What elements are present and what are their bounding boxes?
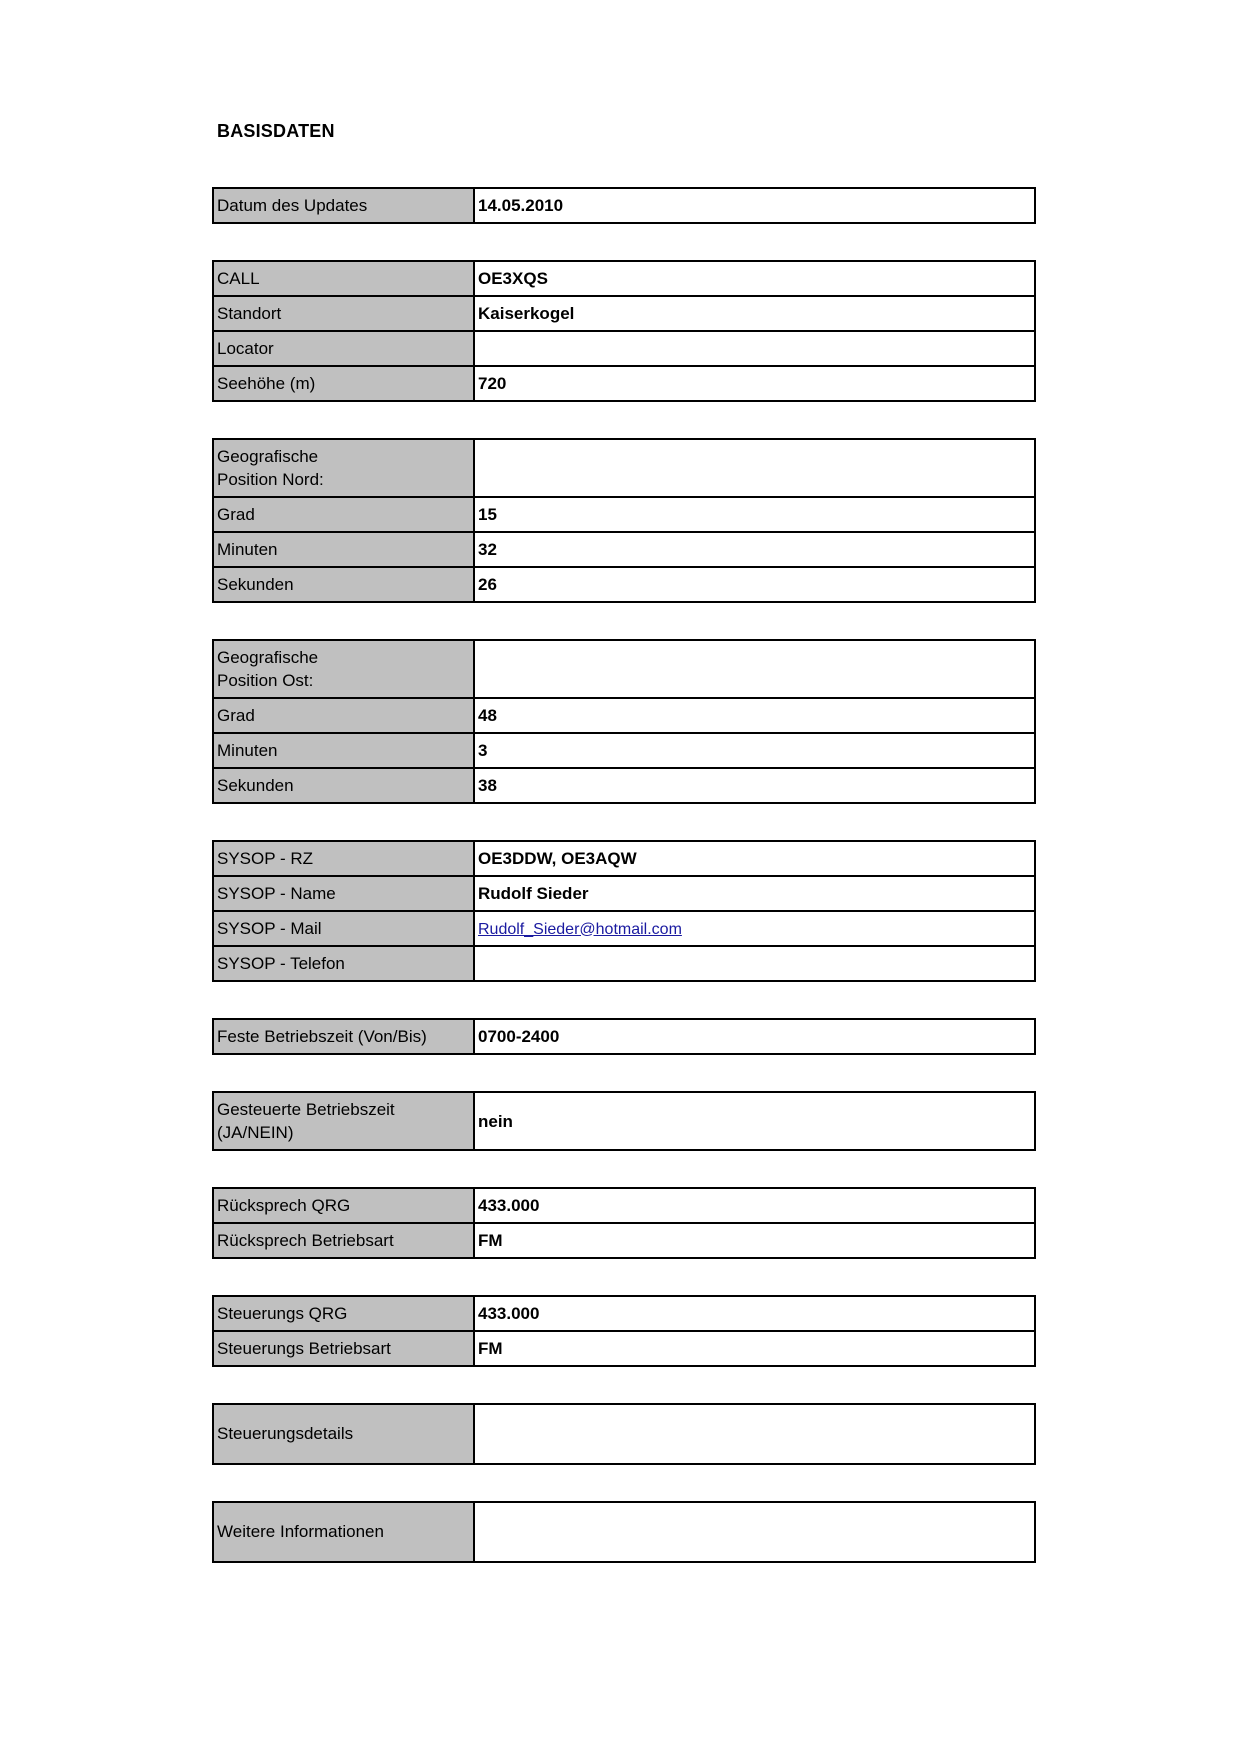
row-value: 433.000 bbox=[474, 1188, 1035, 1223]
row-label: Grad bbox=[213, 698, 474, 733]
row-label: Weitere Informationen bbox=[213, 1502, 474, 1562]
row-value: 3 bbox=[474, 733, 1035, 768]
row-value bbox=[474, 911, 1035, 946]
table-row bbox=[213, 331, 1035, 366]
table-row bbox=[213, 698, 1035, 733]
row-value bbox=[474, 1404, 1035, 1464]
table-row bbox=[213, 1092, 1035, 1150]
table-row bbox=[213, 1502, 1035, 1562]
table-row bbox=[213, 1223, 1035, 1258]
row-label: Steuerungs QRG bbox=[213, 1296, 474, 1331]
table-row bbox=[213, 439, 1035, 497]
section-steuerungsdetails bbox=[212, 1403, 1036, 1465]
row-label: Minuten bbox=[213, 733, 474, 768]
table-row bbox=[213, 261, 1035, 296]
row-label: SYSOP - Name bbox=[213, 876, 474, 911]
row-value: 14.05.2010 bbox=[474, 188, 1035, 223]
section-ruecksprech bbox=[212, 1187, 1036, 1259]
table-row bbox=[213, 567, 1035, 602]
row-label: Sekunden bbox=[213, 768, 474, 803]
row-label: SYSOP - RZ bbox=[213, 841, 474, 876]
row-label: Rücksprech QRG bbox=[213, 1188, 474, 1223]
table-row bbox=[213, 768, 1035, 803]
table-row bbox=[213, 841, 1035, 876]
table-row bbox=[213, 296, 1035, 331]
row-value: nein bbox=[474, 1092, 1035, 1150]
data-sections bbox=[212, 187, 1036, 1599]
row-value: 48 bbox=[474, 698, 1035, 733]
row-value bbox=[474, 331, 1035, 366]
table-row bbox=[213, 911, 1035, 946]
row-value: 0700-2400 bbox=[474, 1019, 1035, 1054]
row-value: 26 bbox=[474, 567, 1035, 602]
row-label: Locator bbox=[213, 331, 474, 366]
row-label: Steuerungs Betriebsart bbox=[213, 1331, 474, 1366]
table-row bbox=[213, 1331, 1035, 1366]
row-value bbox=[474, 640, 1035, 698]
row-value bbox=[474, 946, 1035, 981]
row-value: 15 bbox=[474, 497, 1035, 532]
section-position-ost bbox=[212, 639, 1036, 804]
table-row bbox=[213, 532, 1035, 567]
row-label: Geografische Position Nord: bbox=[213, 439, 474, 497]
table-row bbox=[213, 366, 1035, 401]
row-label: CALL bbox=[213, 261, 474, 296]
table-row bbox=[213, 1019, 1035, 1054]
row-label: Steuerungsdetails bbox=[213, 1404, 474, 1464]
table-row bbox=[213, 1188, 1035, 1223]
section-steuerung bbox=[212, 1295, 1036, 1367]
row-label: Geografische Position Ost: bbox=[213, 640, 474, 698]
row-value: 32 bbox=[474, 532, 1035, 567]
row-label: Rücksprech Betriebsart bbox=[213, 1223, 474, 1258]
row-label: Grad bbox=[213, 497, 474, 532]
table-row bbox=[213, 1404, 1035, 1464]
row-label: SYSOP - Mail bbox=[213, 911, 474, 946]
section-feste-betriebszeit bbox=[212, 1018, 1036, 1055]
row-label: Datum des Updates bbox=[213, 188, 474, 223]
row-label: SYSOP - Telefon bbox=[213, 946, 474, 981]
row-value: OE3XQS bbox=[474, 261, 1035, 296]
row-label: Standort bbox=[213, 296, 474, 331]
row-value: 433.000 bbox=[474, 1296, 1035, 1331]
table-row bbox=[213, 640, 1035, 698]
table-row bbox=[213, 733, 1035, 768]
section-weitere-informationen bbox=[212, 1501, 1036, 1563]
table-row bbox=[213, 876, 1035, 911]
section-gesteuerte-betriebszeit bbox=[212, 1091, 1036, 1151]
section-update bbox=[212, 187, 1036, 224]
section-standort bbox=[212, 260, 1036, 402]
table-row bbox=[213, 497, 1035, 532]
row-value: Kaiserkogel bbox=[474, 296, 1035, 331]
row-value: Rudolf Sieder bbox=[474, 876, 1035, 911]
section-position-nord bbox=[212, 438, 1036, 603]
row-label: Feste Betriebszeit (Von/Bis) bbox=[213, 1019, 474, 1054]
row-value bbox=[474, 1502, 1035, 1562]
row-value: FM bbox=[474, 1223, 1035, 1258]
table-row bbox=[213, 1296, 1035, 1331]
sysop-mail-link[interactable]: Rudolf_Sieder@hotmail.com bbox=[478, 920, 682, 938]
table-row bbox=[213, 946, 1035, 981]
row-value: 720 bbox=[474, 366, 1035, 401]
page-title: BASISDATEN bbox=[217, 121, 335, 141]
table-row bbox=[213, 188, 1035, 223]
row-value bbox=[474, 439, 1035, 497]
row-value: 38 bbox=[474, 768, 1035, 803]
section-sysop bbox=[212, 840, 1036, 982]
row-value: OE3DDW, OE3AQW bbox=[474, 841, 1035, 876]
row-label: Minuten bbox=[213, 532, 474, 567]
row-label: Sekunden bbox=[213, 567, 474, 602]
row-label: Gesteuerte Betriebszeit (JA/NEIN) bbox=[213, 1092, 474, 1150]
row-label: Seehöhe (m) bbox=[213, 366, 474, 401]
row-value: FM bbox=[474, 1331, 1035, 1366]
